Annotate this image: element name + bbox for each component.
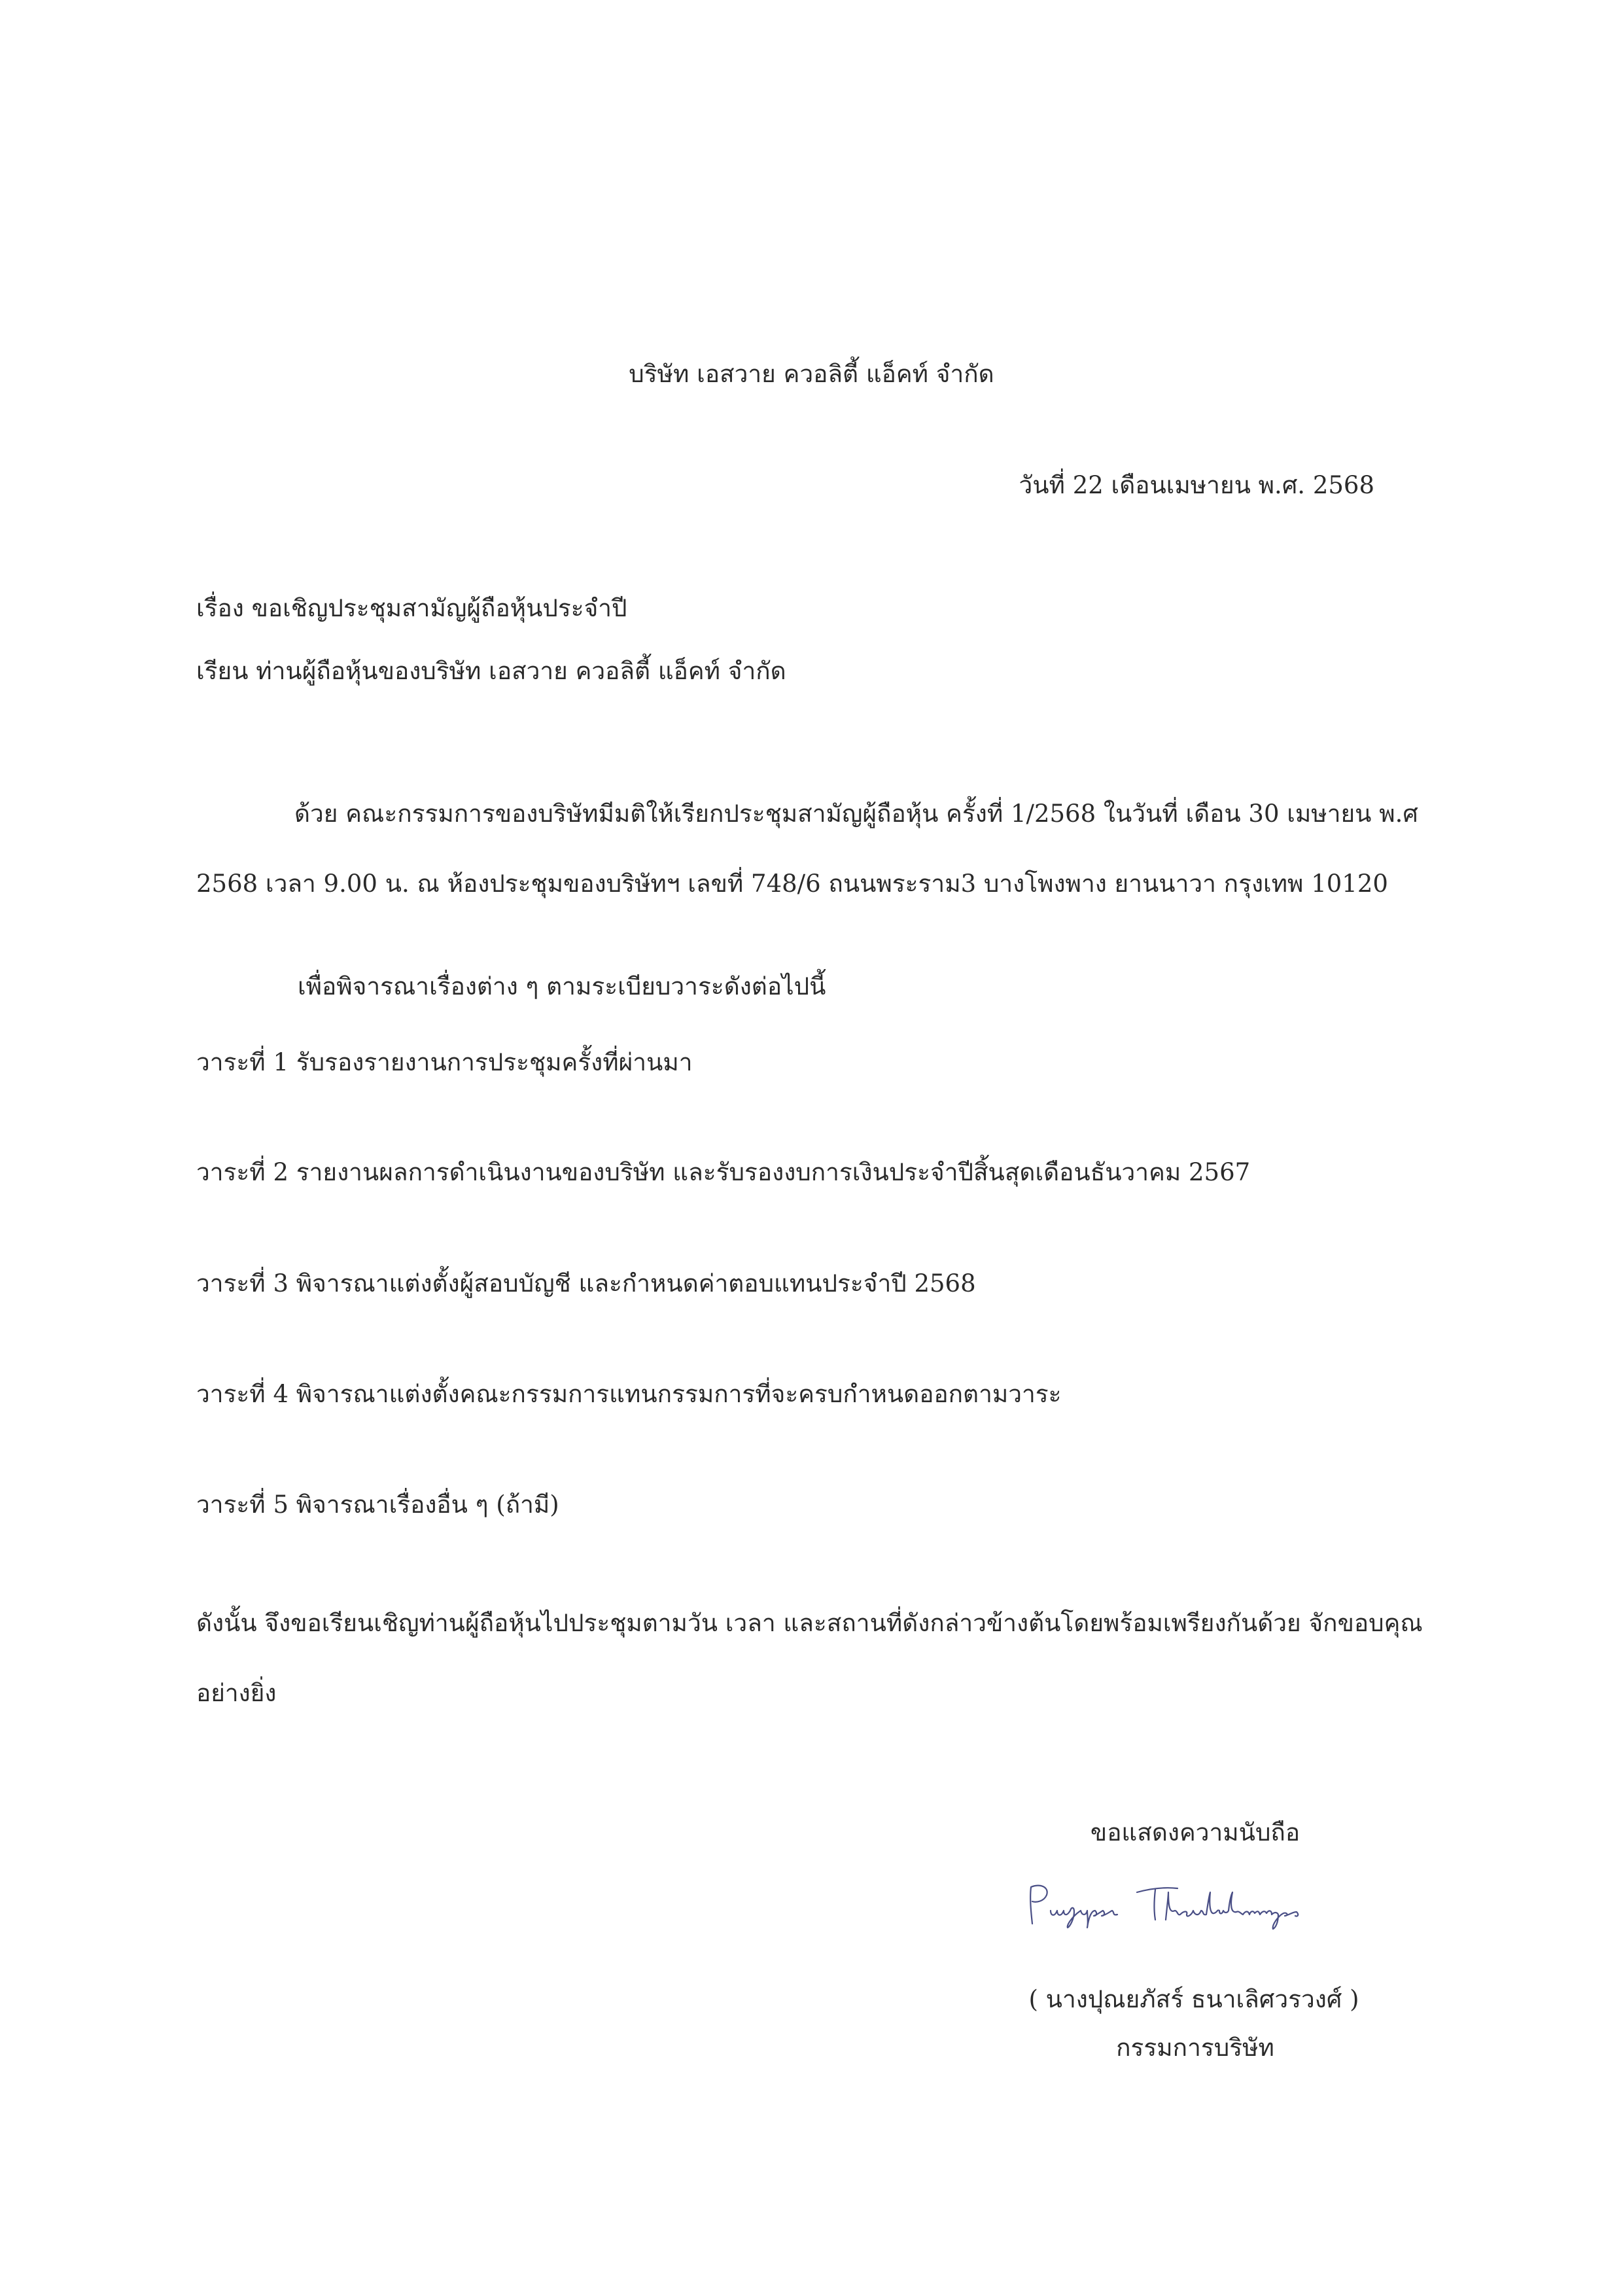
company-name: บริษัท เอสวาย ควอลิตี้ แอ็คท์ จำกัด bbox=[629, 360, 994, 388]
agenda-item-3: วาระที่ 3 พิจารณาแต่งตั้งผู้สอบบัญชี และกำหนดค่าตอบแทนประจำปี 2568 bbox=[196, 1269, 976, 1298]
signer-title: กรรมการบริษัท bbox=[1116, 2034, 1274, 2062]
regards-line: ขอแสดงความนับถือ bbox=[1090, 1818, 1300, 1846]
letter-date: วันที่ 22 เดือนเมษายน พ.ศ. 2568 bbox=[1019, 471, 1374, 499]
agenda-item-4: วาระที่ 4 พิจารณาแต่งตั้งคณะกรรมการแทนกรรมการที่จะครบกำหนดออกตามวาระ bbox=[196, 1380, 1062, 1408]
agenda-intro: เพื่อพิจารณาเรื่องต่าง ๆ ตามระเบียบวาระดังต่อไปนี้ bbox=[298, 972, 826, 1000]
agenda-item-2: วาระที่ 2 รายงานผลการดำเนินงานของบริษัท และรับรองงบการเงินประจำปีสิ้นสุดเดือนธันวาคม 2567 bbox=[196, 1158, 1251, 1186]
signature-image bbox=[1021, 1873, 1315, 1945]
intro-paragraph: ด้วย คณะกรรมการของบริษัทมีมติให้เรียกประชุมสามัญผู้ถือหุ้น ครั้งที่ 1/2568 ในวันที่ เดือน 30 เมษายน พ.ศ 2568 เวลา 9.00 น. ณ ห้องประชุมของบริษัทฯ เลขที่ 748/6 ถนนพระราม3 บางโพงพาง ยานนาวา กรุงเทพ 10120 bbox=[196, 800, 1418, 898]
agenda-item-1: วาระที่ 1 รับรองรายงานการประชุมครั้งที่ผ่านมา bbox=[196, 1048, 693, 1076]
closing-paragraph: ดังนั้น จึงขอเรียนเชิญท่านผู้ถือหุ้นไปประชุมตามวัน เวลา และสถานที่ดังกล่าวข้างต้นโดยพร้อมเพรียงกันด้วย จักขอบคุณอย่างยิ่ง bbox=[196, 1609, 1423, 1707]
letter-recipient: เรียน ท่านผู้ถือหุ้นของบริษัท เอสวาย ควอลิตี้ แอ็คท์ จำกัด bbox=[196, 657, 786, 685]
agenda-item-5: วาระที่ 5 พิจารณาเรื่องอื่น ๆ (ถ้ามี) bbox=[196, 1491, 559, 1519]
letter-subject: เรื่อง ขอเชิญประชุมสามัญผู้ถือหุ้นประจำปี bbox=[196, 594, 627, 622]
signer-name: ( นางปุณยภัสร์ ธนาเลิศวรวงศ์ ) bbox=[1028, 1985, 1359, 2013]
